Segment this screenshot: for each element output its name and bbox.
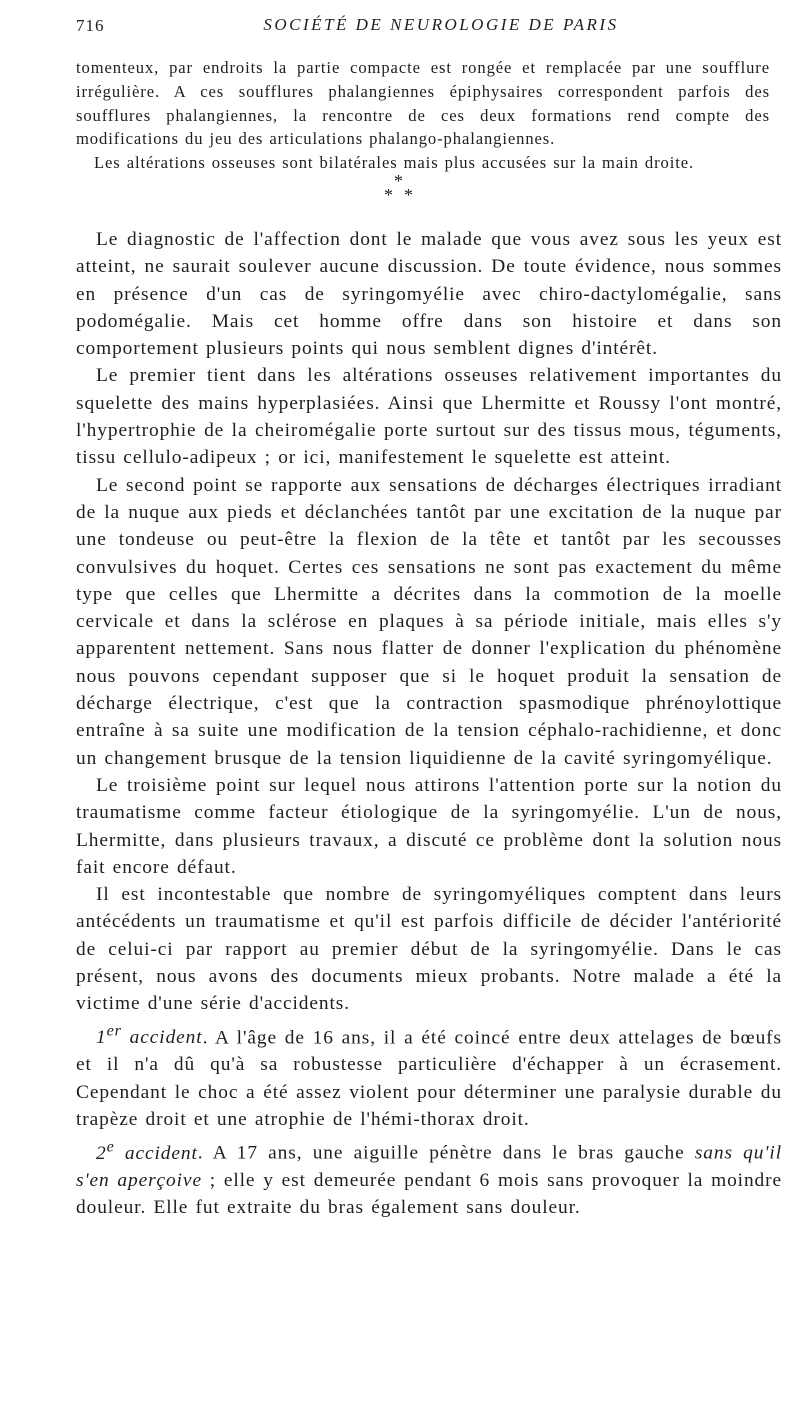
body-paragraph: Le diagnostic de l'affection dont le malade que vous avez sous les yeux est atteint, ne saurait soulever aucune discussion. De toute évidence, nous sommes en présence d'un cas de syringomyélie avec chiro-dactylomégalie, sans podomégalie. Mais cet homme offre dans son histoire et dans son comportement plusieurs points qui nous semblent dignes d'intérêt. [76,229,782,360]
page-header [76,12,766,40]
asterism-separator [380,172,420,206]
accident-2-text-a: . A 17 ans, une aiguille pénètre dans le bras gauche [197,1142,695,1164]
body-paragraph: Le troisième point sur lequel nous attirons l'attention porte sur la notion du traumatisme comme facteur étiologique de la syringomyélie. L'un de nous, Lhermitte, dans plusieurs travaux, a discuté ce problème dont la solution nous fait encore défaut. [76,774,782,878]
asterism-star: * [384,185,393,205]
accident-1-text: . A l'âge de 16 ans, il a été coincé entre deux attelages de bœufs et il n'a dû qu'à sa robustesse particulière d'échapper à un écrasement. Cependant le choc a été assez violent pour déterminer une paralysie durable du trapèze droit et une atrophie de l'hémi-thorax droit. [76,1027,782,1130]
accident-2-paragraph [76,1133,782,1221]
body-paragraph: Il est incontestable que nombre de syringomyéliques comptent dans leurs antécédents un traumatisme et qu'il est parfois difficile de décider l'antériorité de celui-ci par rapport au premier début de la syringomyélie. Dans le cas présent, nous avons des documents mieux probants. Notre malade a été la victime d'une série d'accidents. [76,884,782,1015]
running-head: SOCIÉTÉ DE NEUROLOGIE DE PARIS [263,15,619,34]
asterism-star: * [404,185,413,205]
accident-1-label: 1er accident [96,1022,203,1049]
body-paragraph: Le second point se rapporte aux sensations de décharges électriques irradiant de la nuque aux pieds et déclanchées tantôt par une excitation de la nuque par une tondeuse ou peut-être la flexion de la tête et tantôt par les secousses convulsives du hoquet. Certes ces sensations ne sont pas exactement du même type que celles que Lhermitte a décrites dans la commotion de la moelle cervicale et dans la sclérose en plaques à sa période initiale, mais elles s'y apparentent nettement. Sans nous flatter de donner l'explication du phénomène nous pouvons cependant supposer que si le hoquet produit la sensation de décharge électrique, c'est que la contraction spasmodique phrénoylottique entraîne à sa suite une modification de la tension céphalo-rachidienne, et donc un changement brusque de la tension liquidienne de la cavité syringomyélique. [76,474,782,769]
accident-1-paragraph [76,1018,782,1134]
body-paragraph: Le premier tient dans les altérations osseuses relativement importantes du squelette des mains hyperplasiées. Ainsi que Lhermitte et Roussy l'ont montré, l'hypertrophie de la cheiromégalie porte surtout sur des tissus mous, téguments, tissu cellulo-adipeux ; or ici, manifestement le squelette est atteint. [76,365,782,469]
asterism-star: * [394,171,403,191]
accident-2-emphasis: sans qu'il s'en aperçoive [76,1142,782,1192]
accident-2-text-b: ; elle y est demeurée pendant 6 mois sans provoquer la moindre douleur. Elle fut extraite du bras également sans douleur. [76,1170,783,1219]
main-text [76,226,782,1222]
accident-2-label: 2e accident [96,1138,198,1164]
intro-paragraph: tomenteux, par endroits la partie compacte est rongée et remplacée par une soufflure irrégulière. A ces soufflures phalangiennes épiphysaires correspondent parfois des soufflures phalangiennes, la rencontre de ces deux formations rend compte des modifications du jeu des articulations phalango-phalangiennes. [76,58,770,149]
intro-paragraph: Les altérations osseuses sont bilatérales mais plus accusées sur la main droite. [94,153,695,173]
page-number: 716 [76,16,105,35]
intro-text [76,56,770,175]
